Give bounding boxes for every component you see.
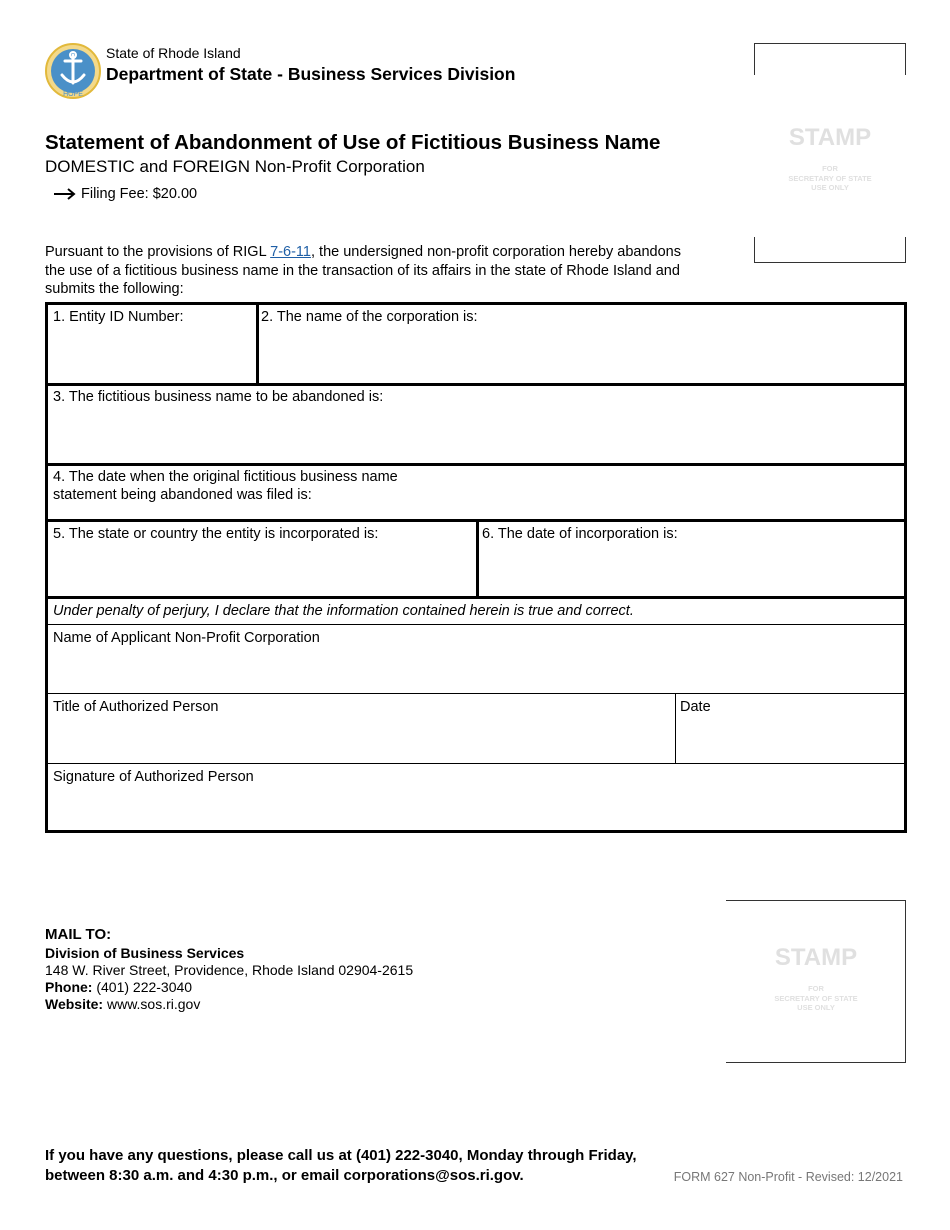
entity-id-field[interactable] [53,308,253,380]
divider [675,693,676,763]
original-filing-date-label-1: 4. The date when the original fictitious business name [53,469,398,485]
perjury-statement: Under penalty of perjury, I declare that the information contained herein is true and correct. [53,603,634,619]
date-field[interactable] [680,698,900,760]
date-label: Date [680,699,711,715]
divider [256,305,259,383]
corporation-name-field[interactable] [261,308,901,380]
stamp-watermark-top [754,124,906,193]
rigl-link[interactable]: 7-6-11 [270,244,311,260]
stamp-note-for: FOR [822,164,838,173]
questions-line-2: between 8:30 a.m. and 4:30 p.m., or email corporations@sos.ri.gov. [45,1166,524,1184]
intro-before: Pursuant to the provisions of RIGL [45,244,271,260]
mail-division: Division of Business Services [45,945,245,961]
entity-fields-table [45,302,907,599]
applicant-name-field[interactable] [53,629,903,691]
divider [48,463,904,466]
mail-website [45,996,413,1013]
stamp-watermark-bottom [726,944,906,1013]
mail-to-header: MAIL TO: [45,926,112,943]
incorporation-state-field[interactable] [53,525,473,597]
divider [476,519,479,599]
mail-address: 148 W. River Street, Providence, Rhode Island 02904-2615 [45,962,414,978]
phone-label: Phone: [45,979,93,995]
rhode-island-seal-icon [44,43,102,99]
applicant-name-label: Name of Applicant Non-Profit Corporation [53,630,320,646]
phone-value: (401) 222-3040 [92,979,193,995]
form-revision-id: FORM 627 Non-Profit - Revised: 12/2021 [673,1170,903,1184]
seal-motto: HOPE [63,91,83,98]
stamp-box-top-upper [754,43,906,75]
signature-table [45,599,907,833]
mail-phone [45,979,413,996]
incorporation-date-label: 6. The date of incorporation is: [482,526,678,542]
stamp-note-use-only: USE ONLY [797,1003,835,1012]
mail-to-block [45,926,413,1013]
agency-state: State of Rhode Island [106,45,241,61]
website-label: Website: [45,996,104,1012]
stamp-word: STAMP [774,944,858,971]
filing-fee-text: Filing Fee: $20.00 [81,186,198,202]
arrow-right-icon [53,187,77,201]
stamp-note-use-only: USE ONLY [811,183,849,192]
divider [48,763,904,764]
form-title: Statement of Abandonment of Use of Fictitious Business Name [45,131,661,154]
original-filing-date-label-2: statement being abandoned was filed is: [53,487,312,503]
filing-fee [53,186,197,202]
fictitious-name-label: 3. The fictitious business name to be abandoned is: [53,389,384,405]
stamp-note-for: FOR [808,984,824,993]
signature-field[interactable] [53,768,903,826]
incorporation-state-label: 5. The state or country the entity is incorporated is: [53,526,379,542]
website-value: www.sos.ri.gov [103,996,201,1012]
incorporation-date-field[interactable] [482,525,902,597]
stamp-word: STAMP [788,124,872,151]
stamp-note-secretary: SECRETARY OF STATE [774,993,858,1003]
intro-after: , the undersigned non-profit corporation hereby abandons the use of a fictitious business name in the transaction of its affairs in the state of Rhode Island and submits the following: [45,244,681,297]
questions-notice [45,1146,637,1185]
stamp-note-secretary: SECRETARY OF STATE [788,173,872,183]
form-subtitle: DOMESTIC and FOREIGN Non-Profit Corporation [45,157,425,176]
divider [48,693,904,694]
stamp-box-top-lower [754,237,906,263]
intro-paragraph [45,243,695,299]
questions-line-1: If you have any questions, please call us at (401) 222-3040, Monday through Friday, [45,1147,637,1164]
original-filing-date-field[interactable] [53,468,903,516]
authorized-title-field[interactable] [53,698,668,760]
entity-id-label: 1. Entity ID Number: [53,309,184,325]
divider [48,383,904,386]
fictitious-name-field[interactable] [53,388,903,460]
authorized-title-label: Title of Authorized Person [53,699,219,715]
agency-department: Department of State - Business Services Division [106,64,516,84]
signature-label: Signature of Authorized Person [53,769,254,785]
divider [48,624,904,625]
corporation-name-label: 2. The name of the corporation is: [261,309,478,325]
